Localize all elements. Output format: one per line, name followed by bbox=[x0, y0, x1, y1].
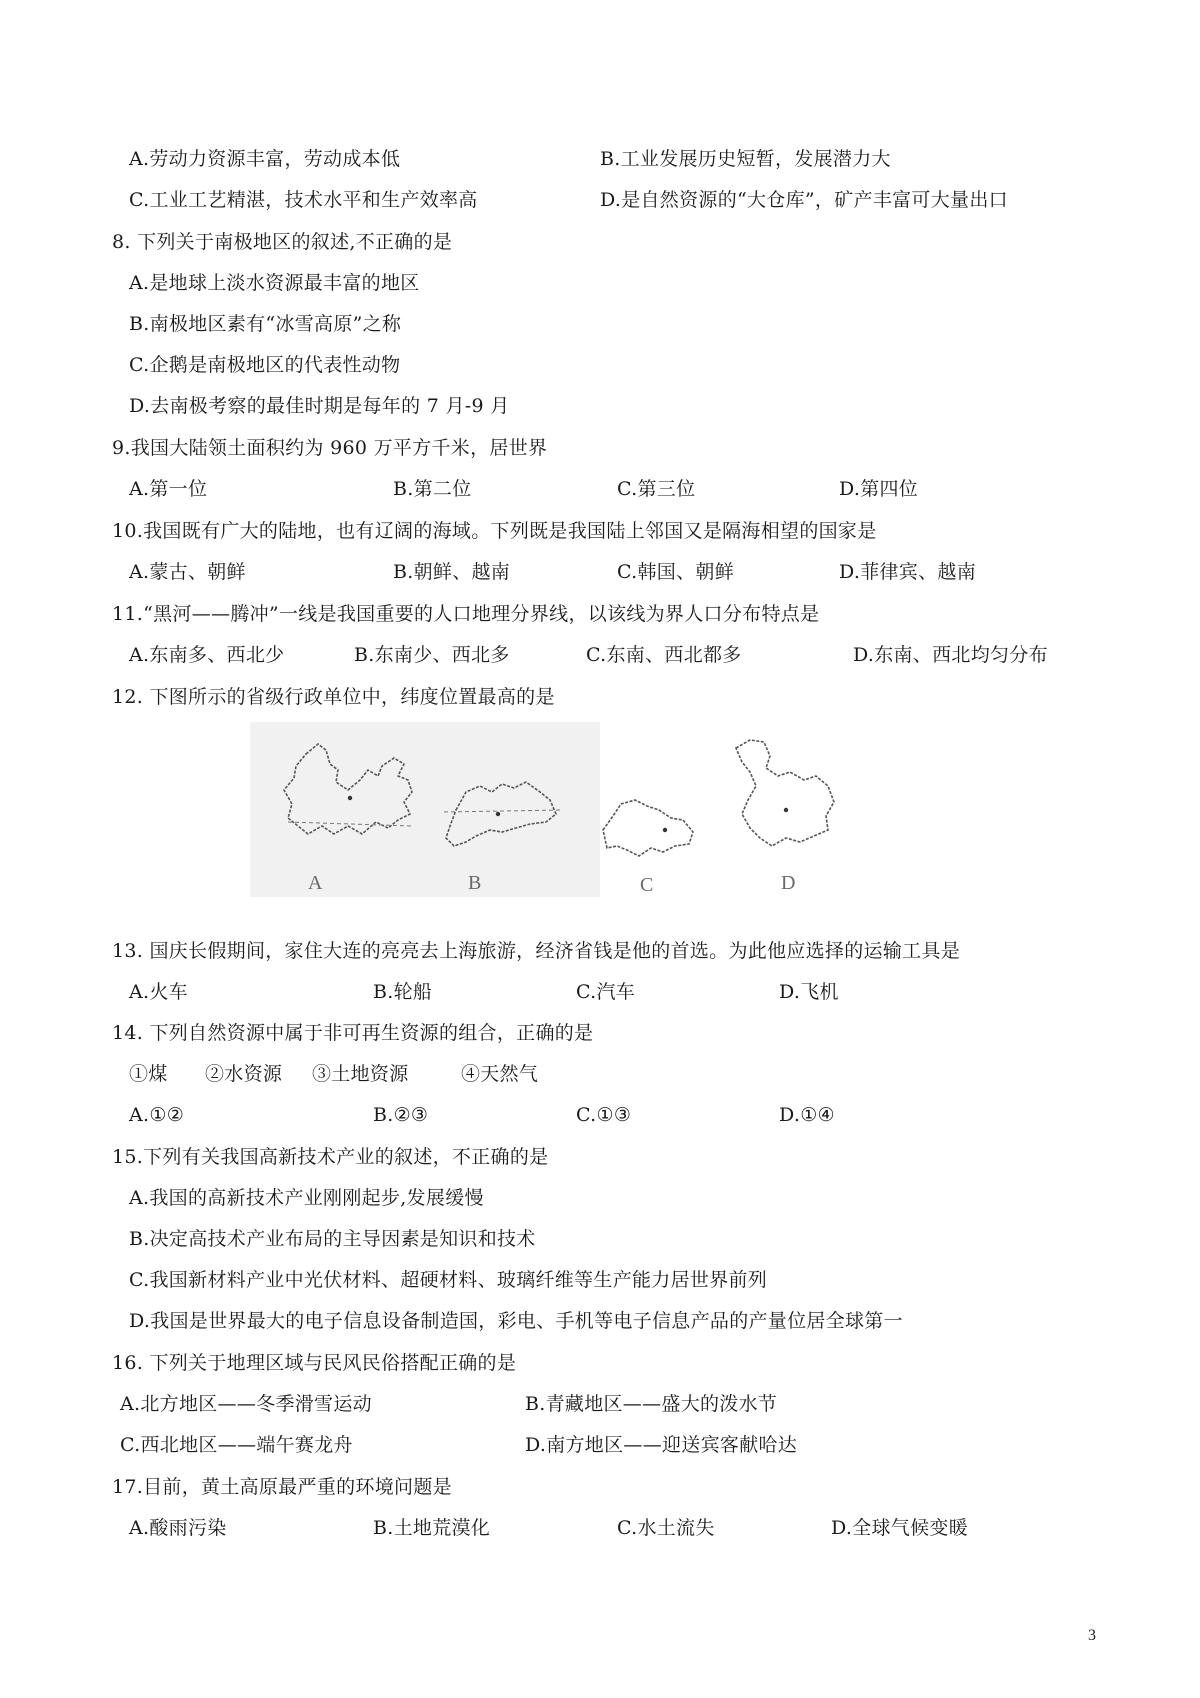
q13-option-c: C.汽车 bbox=[576, 981, 636, 1003]
q8-option-c: C.企鹅是南极地区的代表性动物 bbox=[129, 354, 401, 376]
q14-item-1: ①煤 bbox=[129, 1063, 168, 1085]
q16-option-c: C.西北地区——端午赛龙舟 bbox=[120, 1434, 353, 1456]
province-b-outline bbox=[436, 770, 566, 860]
q17-option-b: B.土地荒漠化 bbox=[373, 1517, 491, 1539]
province-c-outline bbox=[595, 784, 705, 870]
q7-option-b: B.工业发展历史短暂，发展潜力大 bbox=[600, 148, 891, 170]
province-c-label: C bbox=[640, 874, 654, 896]
q11-option-c: C.东南、西北都多 bbox=[586, 644, 742, 666]
q7-option-c: C.工业工艺精湛，技术水平和生产效率高 bbox=[129, 189, 478, 211]
q10-option-c: C.韩国、朝鲜 bbox=[617, 561, 735, 583]
province-a-outline bbox=[278, 730, 428, 860]
q10-stem: 10.我国既有广大的陆地，也有辽阔的海域。下列既是我国陆上邻国又是隔海相望的国家是 bbox=[112, 520, 877, 542]
q15-option-a: A.我国的高新技术产业刚刚起步,发展缓慢 bbox=[129, 1187, 484, 1209]
q14-item-3: ③土地资源 bbox=[312, 1063, 409, 1085]
q14-option-b: B.②③ bbox=[373, 1104, 429, 1126]
q11-option-b: B.东南少、西北多 bbox=[354, 644, 510, 666]
q13-option-a: A.火车 bbox=[129, 981, 188, 1003]
province-d-outline bbox=[726, 732, 856, 862]
q16-option-d: D.南方地区——迎送宾客献哈达 bbox=[525, 1434, 798, 1456]
q9-stem: 9.我国大陆领土面积约为 960 万平方千米，居世界 bbox=[112, 437, 548, 459]
q14-item-2: ②水资源 bbox=[205, 1063, 283, 1085]
q16-option-b: B.青藏地区——盛大的泼水节 bbox=[525, 1393, 778, 1415]
q7-option-d: D.是自然资源的“大仓库”，矿产丰富可大量出口 bbox=[600, 189, 1008, 211]
q14-item-4: ④天然气 bbox=[461, 1063, 539, 1085]
q11-option-a: A.东南多、西北少 bbox=[129, 644, 285, 666]
q14-option-d: D.①④ bbox=[779, 1104, 835, 1126]
q15-option-c: C.我国新材料产业中光伏材料、超硬材料、玻璃纤维等生产能力居世界前列 bbox=[129, 1269, 768, 1291]
q9-option-c: C.第三位 bbox=[617, 478, 696, 500]
q15-option-b: B.决定高技术产业布局的主导因素是知识和技术 bbox=[129, 1228, 536, 1250]
q15-stem: 15.下列有关我国高新技术产业的叙述，不正确的是 bbox=[112, 1146, 549, 1168]
q15-option-d: D.我国是世界最大的电子信息设备制造国，彩电、手机等电子信息产品的产量位居全球第一 bbox=[129, 1310, 903, 1332]
q11-stem: 11.“黑河——腾冲”一线是我国重要的人口地理分界线，以该线为界人口分布特点是 bbox=[112, 603, 820, 625]
q16-stem: 16. 下列关于地理区域与民风民俗搭配正确的是 bbox=[112, 1352, 517, 1374]
q9-option-b: B.第二位 bbox=[393, 478, 472, 500]
q10-option-d: D.菲律宾、越南 bbox=[839, 561, 976, 583]
q8-option-b: B.南极地区素有“冰雪高原”之称 bbox=[129, 313, 402, 335]
q8-stem: 8. 下列关于南极地区的叙述,不正确的是 bbox=[112, 231, 453, 253]
q7-option-a: A.劳动力资源丰富，劳动成本低 bbox=[129, 148, 401, 170]
q17-stem: 17.目前，黄土高原最严重的环境问题是 bbox=[112, 1476, 452, 1498]
q8-option-d: D.去南极考察的最佳时期是每年的 7 月-9 月 bbox=[129, 395, 510, 417]
province-a-label: A bbox=[308, 872, 323, 894]
q8-option-a: A.是地球上淡水资源最丰富的地区 bbox=[129, 272, 420, 294]
q17-option-d: D.全球气候变暖 bbox=[831, 1517, 968, 1539]
q9-option-d: D.第四位 bbox=[839, 478, 919, 500]
page-number: 3 bbox=[1088, 1627, 1096, 1644]
q16-option-a: A.北方地区——冬季滑雪运动 bbox=[120, 1393, 372, 1415]
q17-option-c: C.水土流失 bbox=[617, 1517, 715, 1539]
province-outline-figure bbox=[250, 722, 950, 922]
q10-option-a: A.蒙古、朝鲜 bbox=[129, 561, 246, 583]
q11-option-d: D.东南、西北均匀分布 bbox=[853, 644, 1048, 666]
q9-option-a: A.第一位 bbox=[129, 478, 208, 500]
q14-option-a: A.①② bbox=[129, 1104, 185, 1126]
q13-option-b: B.轮船 bbox=[373, 981, 433, 1003]
q13-stem: 13. 国庆长假期间，家住大连的亮亮去上海旅游，经济省钱是他的首选。为此他应选择的运输工具是 bbox=[112, 940, 961, 962]
q14-stem: 14. 下列自然资源中属于非可再生资源的组合，正确的是 bbox=[112, 1022, 594, 1044]
province-b-label: B bbox=[468, 872, 482, 894]
province-d-label: D bbox=[781, 872, 796, 894]
q14-option-c: C.①③ bbox=[576, 1104, 632, 1126]
q17-option-a: A.酸雨污染 bbox=[129, 1517, 227, 1539]
q10-option-b: B.朝鲜、越南 bbox=[393, 561, 511, 583]
q13-option-d: D.飞机 bbox=[779, 981, 839, 1003]
q12-stem: 12. 下图所示的省级行政单位中，纬度位置最高的是 bbox=[112, 686, 555, 708]
